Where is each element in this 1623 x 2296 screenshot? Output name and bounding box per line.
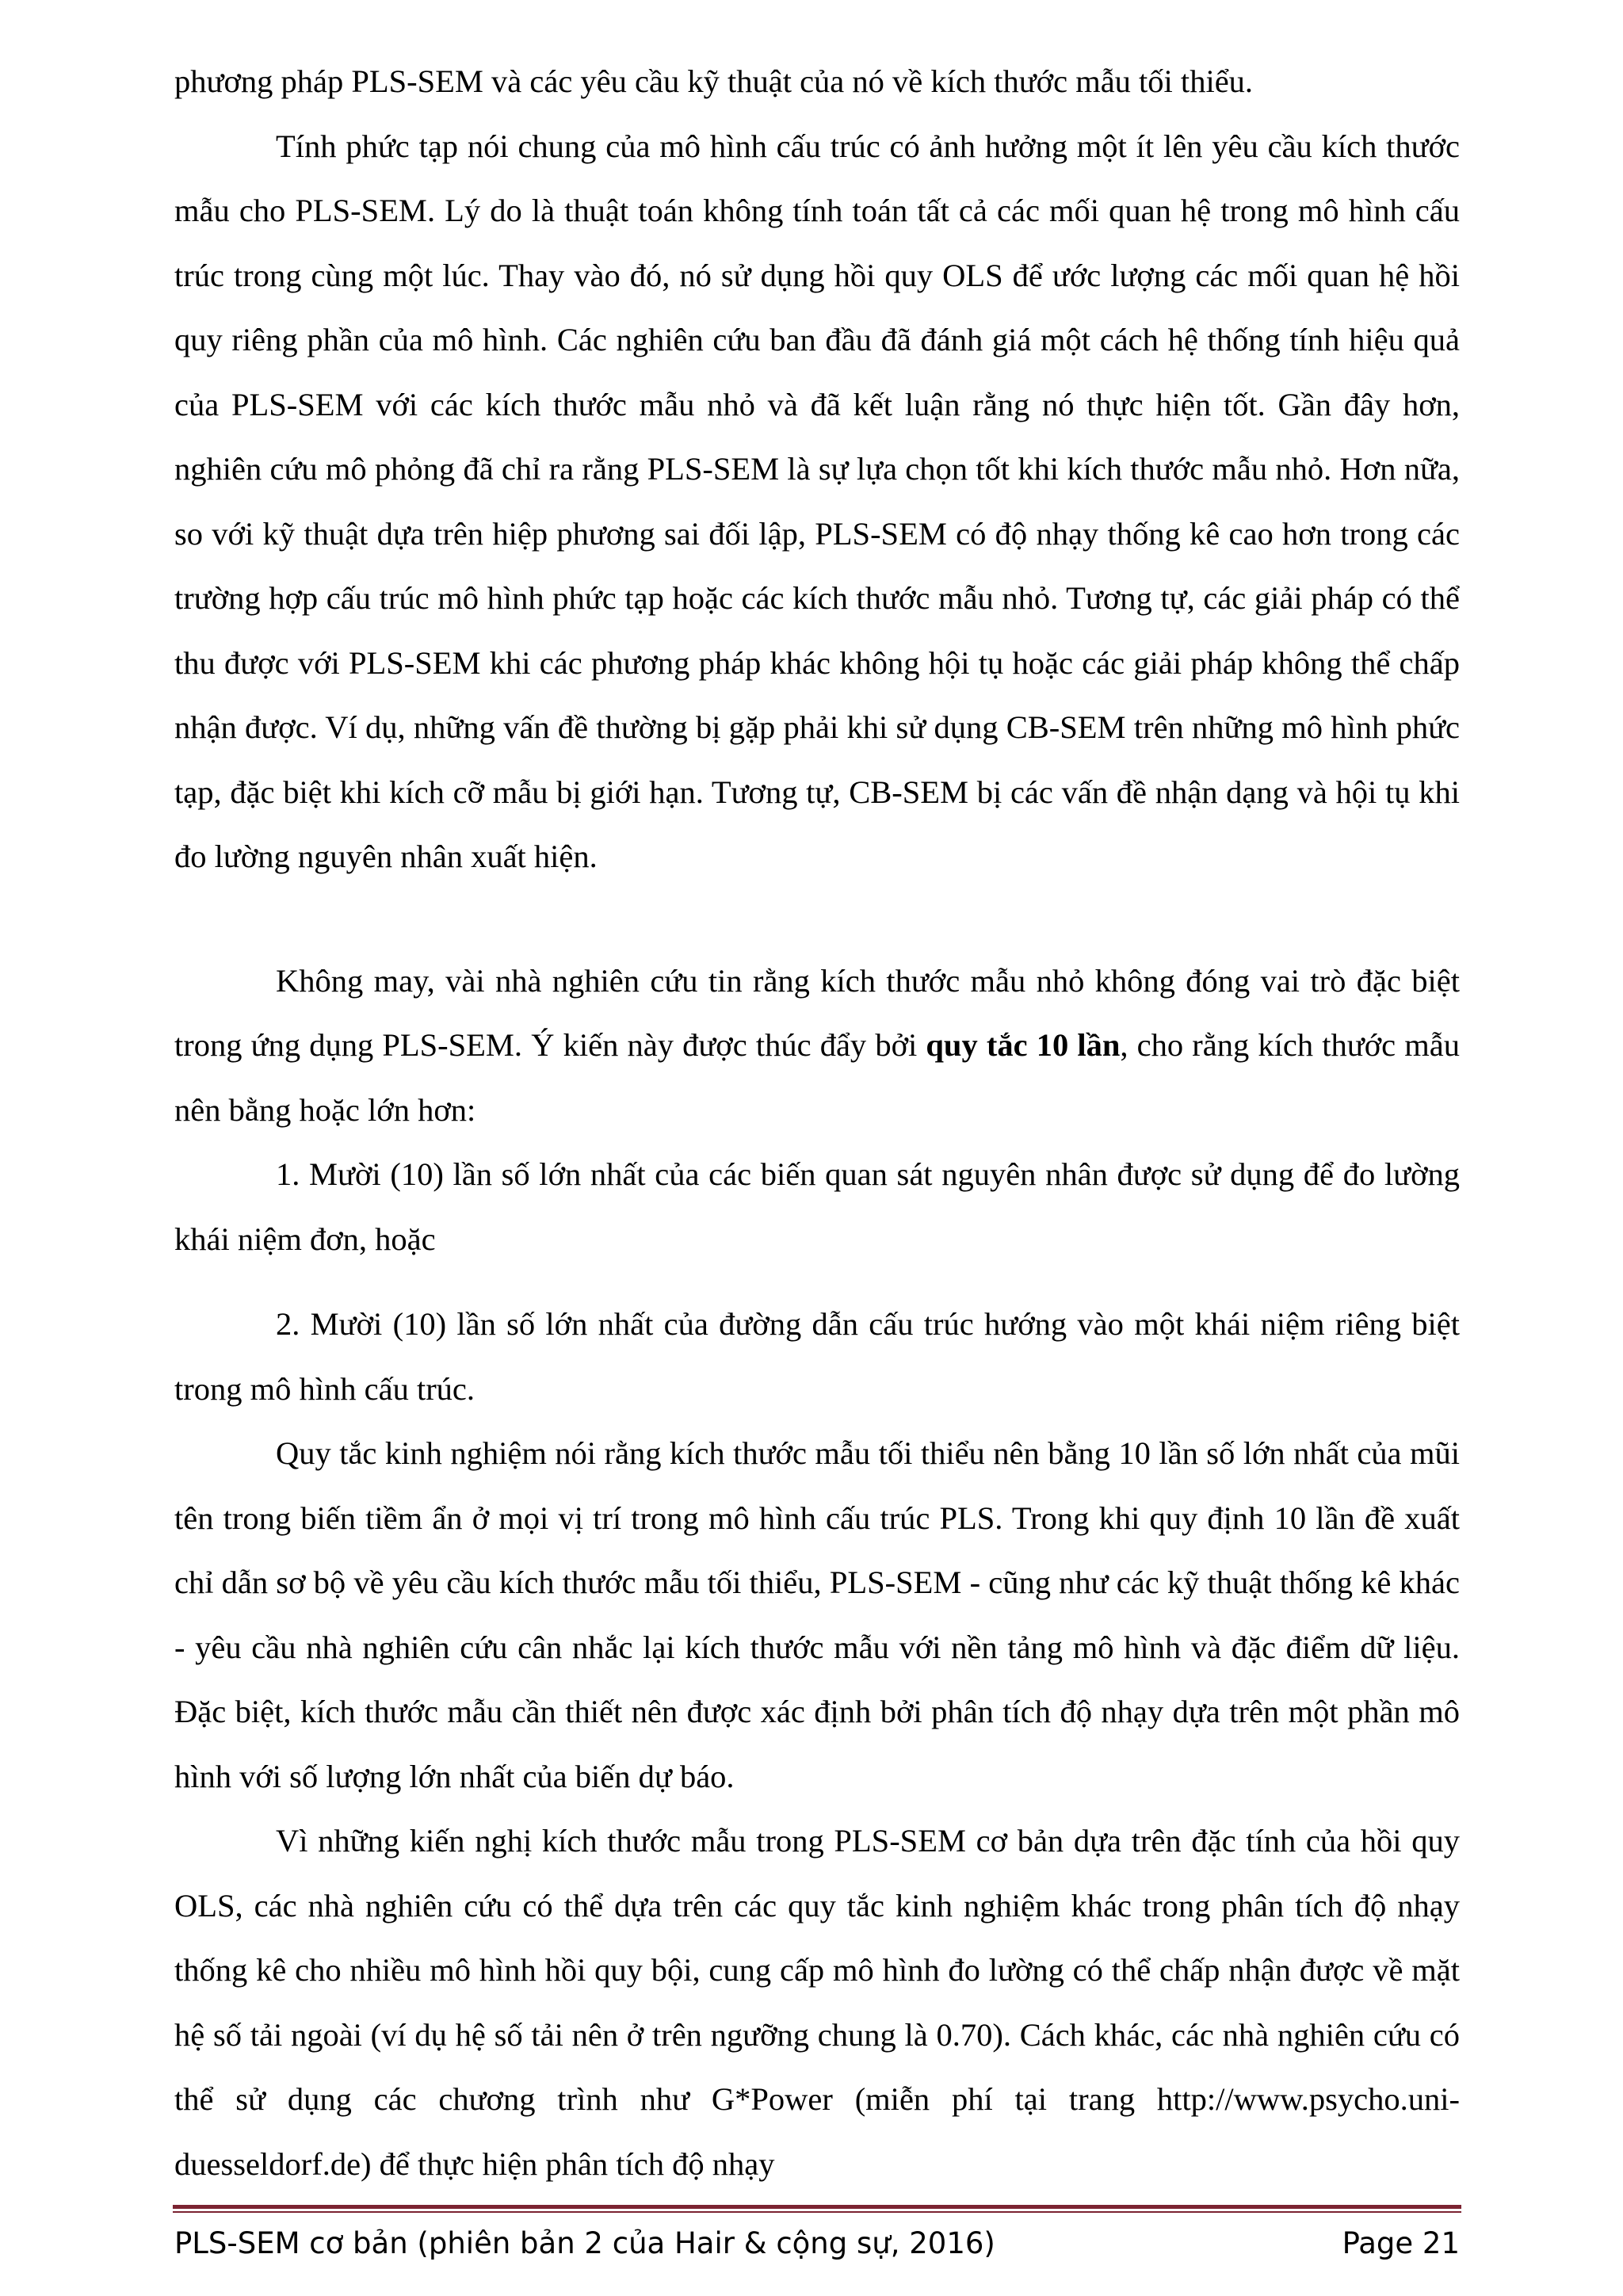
paragraph-3-text: Không may, vài nhà nghiên cứu tin rằng kích thước mẫu nhỏ không đóng vai trò đặc biệt trong ứng dụng PLS-SEM. Ý kiến này được thúc đẩy bởi: [174, 962, 1460, 1063]
paragraph-gap: [174, 889, 1460, 949]
footer-book-title: PLS-SEM cơ bản (phiên bản 2 của Hair & cộng sự, 2016): [174, 2226, 995, 2260]
ten-times-rule-term: quy tắc 10 lần: [926, 1027, 1121, 1063]
list-gap: [174, 1271, 1460, 1292]
page-body: [174, 49, 1460, 2196]
list-item-2: 2. Mười (10) lần số lớn nhất của đường dẫn cấu trúc hướng vào một khái niệm riêng biệt trong mô hình cấu trúc.: [174, 1306, 1460, 1407]
paragraph-3: [174, 949, 1460, 1143]
paragraph-1: phương pháp PLS-SEM và các yêu cầu kỹ thuật của nó về kích thước mẫu tối thiểu.: [174, 63, 1254, 99]
list-item-1: 1. Mười (10) lần số lớn nhất của các biến quan sát nguyên nhân được sử dụng để đo lường khái niệm đơn, hoặc: [174, 1156, 1460, 1257]
paragraph-5: Vì những kiến nghị kích thước mẫu trong PLS-SEM cơ bản dựa trên đặc tính của hồi quy OLS, các nhà nghiên cứu có thể dựa trên các quy tắc kinh nghiệm khác trong phân tích độ nhạy thống kê cho nhiều mô hình hồi quy bội, cung cấp mô hình đo lường có thể chấp nhận được về mặt hệ số tải ngoài (ví dụ hệ số tải nên ở trên ngưỡng chung là 0.70). Cách khác, các nhà nghiên cứu có thể sử dụng các chương trình như G*Power (miễn phí tại trang http://www.psycho.uni-duesseldorf.de) để thực hiện phân tích độ nhạy: [174, 1823, 1460, 2182]
paragraph-2: Tính phức tạp nói chung của mô hình cấu trúc có ảnh hưởng một ít lên yêu cầu kích thước mẫu cho PLS-SEM. Lý do là thuật toán không tính toán tất cả các mối quan hệ trong mô hình cấu trúc trong cùng một lúc. Thay vào đó, nó sử dụng hồi quy OLS để ước lượng các mối quan hệ hồi quy riêng phần của mô hình. Các nghiên cứu ban đầu đã đánh giá một cách hệ thống tính hiệu quả của PLS-SEM với các kích thước mẫu nhỏ và đã kết luận rằng nó thực hiện tốt. Gần đây hơn, nghiên cứu mô phỏng đã chỉ ra rằng PLS-SEM là sự lựa chọn tốt khi kích thước mẫu nhỏ. Hơn nữa, so với kỹ thuật dựa trên hiệp phương sai đối lập, PLS-SEM có độ nhạy thống kê cao hơn trong các trường hợp cấu trúc mô hình phức tạp hoặc các kích thước mẫu nhỏ. Tương tự, các giải pháp có thể thu được với PLS-SEM khi các phương pháp khác không hội tụ hoặc các giải pháp không thể chấp nhận được. Ví dụ, những vấn đề thường bị gặp phải khi sử dụng CB-SEM trên những mô hình phức tạp, đặc biệt khi kích cỡ mẫu bị giới hạn. Tương tự, CB-SEM bị các vấn đề nhận dạng và hội tụ khi đo lường nguyên nhân xuất hiện.: [174, 128, 1460, 874]
footer-rule-thin: [173, 2211, 1461, 2213]
footer-rule-thick: [173, 2205, 1461, 2209]
paragraph-4: Quy tắc kinh nghiệm nói rằng kích thước mẫu tối thiểu nên bằng 10 lần số lớn nhất của mũi tên trong biến tiềm ẩn ở mọi vị trí trong mô hình cấu trúc PLS. Trong khi quy định 10 lần đề xuất chỉ dẫn sơ bộ về yêu cầu kích thước mẫu tối thiểu, PLS-SEM - cũng như các kỹ thuật thống kê khác - yêu cầu nhà nghiên cứu cân nhắc lại kích thước mẫu với nền tảng mô hình và đặc điểm dữ liệu. Đặc biệt, kích thước mẫu cần thiết nên được xác định bởi phân tích độ nhạy dựa trên một phần mô hình với số lượng lớn nhất của biến dự báo.: [174, 1435, 1460, 1794]
paragraph-3-tail: , cho rằng kích thước mẫu nên bằng hoặc lớn hơn:: [174, 1027, 1460, 1128]
page-number: Page 21: [1342, 2226, 1460, 2260]
